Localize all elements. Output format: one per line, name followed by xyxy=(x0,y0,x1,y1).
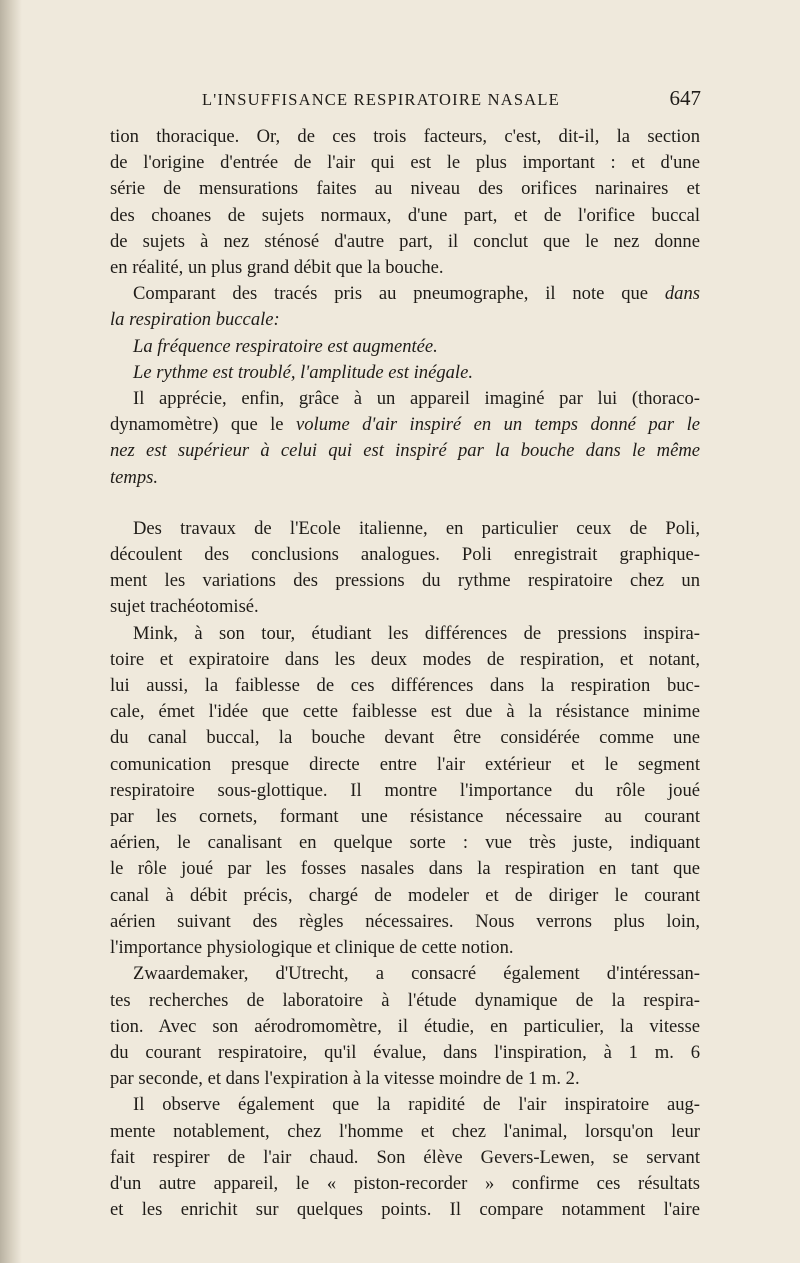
text-line: toire et expiratoire dans les deux modes de respiration, et notant, xyxy=(110,648,700,670)
paragraph-4 xyxy=(110,360,700,386)
text-line: et les enrichit sur quelques points. Il compare notamment l'aire xyxy=(110,1199,700,1221)
text-line: Mink, à son tour, étudiant les différences de pressions inspira- xyxy=(133,622,700,644)
italic-run: nez est supérieur à celui qui est inspiré par la bouche dans le même xyxy=(110,440,700,462)
paragraph-6 xyxy=(110,516,700,621)
text-line: aérien suivant des règles nécessaires. Nous verrons plus loin, xyxy=(110,910,700,932)
text-run: dynamomètre) que le xyxy=(110,414,296,436)
text-line: tion thoracique. Or, de ces trois facteurs, c'est, dit-il, la section xyxy=(110,126,700,147)
text-line: comunication presque directe entre l'air extérieur et le segment xyxy=(110,753,700,775)
text-line: lui aussi, la faiblesse de ces différences dans la respiration buc- xyxy=(110,675,700,697)
paragraph-1 xyxy=(110,124,700,281)
page-number: 647 xyxy=(669,86,701,110)
text-line: Il observe également que la rapidité de l'air inspiratoire aug- xyxy=(133,1094,700,1116)
text-line: l'importance physiologique et clinique de cette notion. xyxy=(110,937,514,959)
text-line xyxy=(110,438,700,464)
text-line: cale, émet l'idée que cette faiblesse est due à la résistance minime xyxy=(110,701,700,723)
text-line: ment les variations des pressions du rythme respiratoire chez un xyxy=(110,570,700,592)
text-line: en réalité, un plus grand débit que la bouche. xyxy=(110,257,444,279)
text-line: fait respirer de l'air chaud. Son élève Gevers-Lewen, se servant xyxy=(110,1146,700,1168)
text-line xyxy=(110,465,700,491)
text-line: par les cornets, formant une résistance nécessaire au courant xyxy=(110,806,700,828)
paragraph-8 xyxy=(110,961,700,1092)
text-line: mente notablement, chez l'homme et chez l'animal, lorsqu'on leur xyxy=(110,1120,700,1142)
italic-run: Le rythme est troublé, l'amplitude est inégale. xyxy=(133,361,473,383)
italic-run: la respiration buccale: xyxy=(110,309,280,331)
text-line: Zwaardemaker, d'Utrecht, a consacré également d'intéressan- xyxy=(133,963,700,985)
text-line xyxy=(110,412,700,438)
text-line: sujet trachéotomisé. xyxy=(110,596,259,618)
text-line: tion. Avec son aérodromomètre, il étudie, en particulier, la vitesse xyxy=(110,1015,700,1037)
text-line xyxy=(110,281,700,307)
paragraph-3 xyxy=(110,334,700,360)
text-line: des choanes de sujets normaux, d'une part, et de l'orifice buccal xyxy=(110,204,700,226)
text-line: découlent des conclusions analogues. Poli enregistrait graphique- xyxy=(110,544,700,566)
text-line: par seconde, et dans l'expiration à la vitesse moindre de 1 m. 2. xyxy=(110,1068,580,1090)
page-edge-shadow xyxy=(0,0,22,1263)
book-page xyxy=(110,84,700,1223)
text-line: de sujets à nez sténosé d'autre part, il conclut que le nez donne xyxy=(110,230,700,252)
text-line: du courant respiratoire, qu'il évalue, dans l'inspiration, à 1 m. 6 xyxy=(110,1041,700,1063)
text-line: respiratoire sous-glottique. Il montre l'importance du rôle joué xyxy=(110,779,700,801)
text-line: Il apprécie, enfin, grâce à un appareil imaginé par lui (thoraco- xyxy=(133,388,700,410)
text-line: le rôle joué par les fosses nasales dans la respiration en tant que xyxy=(110,858,700,880)
text-line: série de mensurations faites au niveau des orifices narinaires et xyxy=(110,178,700,200)
text-run: Comparant des tracés pris au pneumographe, il note que xyxy=(133,283,665,305)
paragraph-5 xyxy=(110,386,700,491)
text-line: du canal buccal, la bouche devant être considérée comme une xyxy=(110,727,700,749)
text-line: de l'origine d'entrée de l'air qui est le plus important : et d'une xyxy=(110,152,700,174)
section-gap xyxy=(110,491,700,516)
text-line xyxy=(110,307,700,333)
paragraph-9 xyxy=(110,1092,700,1223)
running-title: L'INSUFFISANCE RESPIRATOIRE NASALE xyxy=(202,90,560,109)
italic-run: La fréquence respiratoire est augmentée. xyxy=(133,335,438,357)
text-line: d'un autre appareil, le « piston-recorder » confirme ces résultats xyxy=(110,1172,700,1194)
text-line: aérien, le canalisant en quelque sorte : vue très juste, indiquant xyxy=(110,832,700,854)
text-line: tes recherches de laboratoire à l'étude dynamique de la respira- xyxy=(110,989,700,1011)
italic-run: volume d'air inspiré en un temps donné par le xyxy=(296,414,700,436)
running-header xyxy=(110,84,700,124)
italic-run: temps. xyxy=(110,466,159,488)
italic-run: dans xyxy=(664,283,700,305)
paragraph-2 xyxy=(110,281,700,333)
paragraph-7 xyxy=(110,621,700,962)
text-line: canal à débit précis, chargé de modeler et de diriger le courant xyxy=(110,884,700,906)
text-line: Des travaux de l'Ecole italienne, en particulier ceux de Poli, xyxy=(133,517,700,539)
